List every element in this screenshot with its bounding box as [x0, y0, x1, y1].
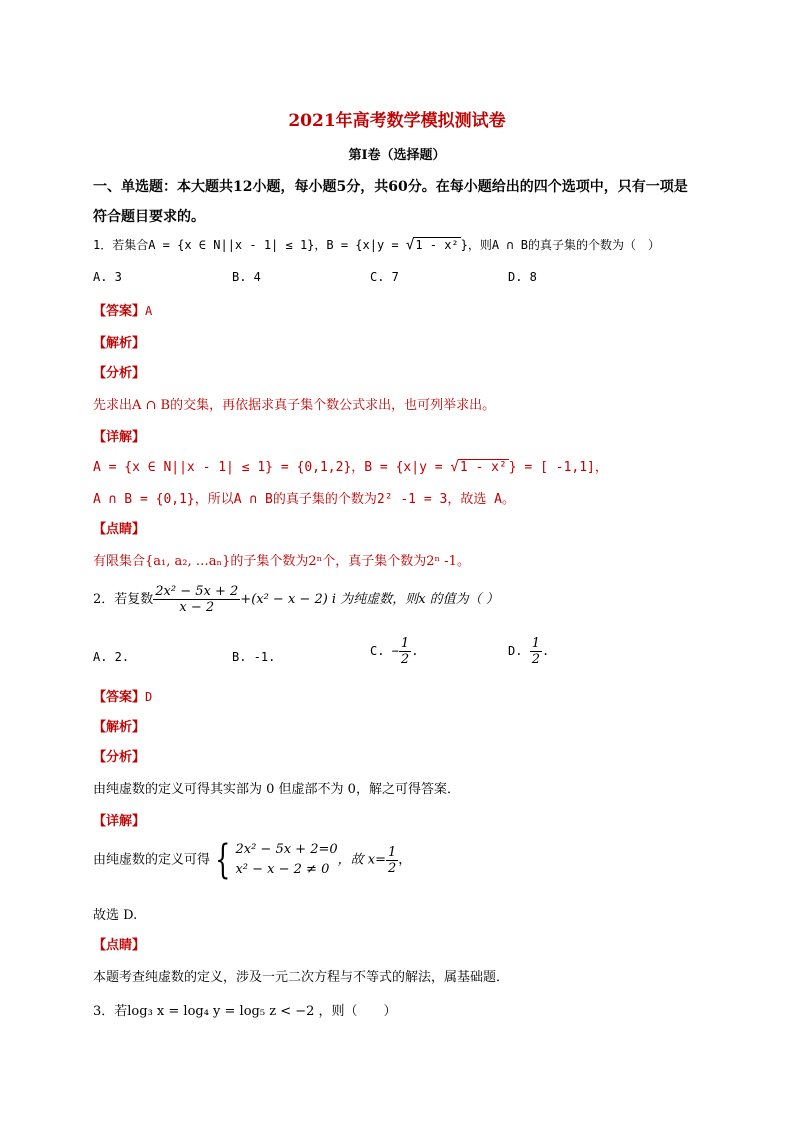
q2-option-d: D. $\frac{1}{2}$ .	[508, 636, 550, 667]
q1-option-b: B. 4	[232, 270, 261, 284]
q1-comment-text: 有限集合{a₁, a₂, …aₙ}的子集个数为2ⁿ个，真子集个数为2ⁿ -1。	[93, 554, 470, 569]
q2-answer-value: D	[145, 690, 153, 704]
q2-detail-tag: 【详解】	[93, 814, 146, 829]
q1-sqrt: 1 - x²	[415, 238, 459, 252]
q1-option-d: D. 8	[508, 270, 537, 284]
q1-answer-value: A	[145, 304, 153, 318]
q2-detail-line: 由纯虚数的定义可得 { 2x² − 5x + 2=0 x² − x − 2 ≠ 0 ，故 x= $\frac{1}{2}$ ，	[93, 837, 412, 883]
q2-option-a: A. 2.	[93, 650, 130, 664]
q2-answer: 【答案】D	[93, 690, 153, 705]
q1-stem-prefix: 1．若集合A = {x ∈ N||x - 1| ≤ 1}，B = {x|y =	[93, 238, 406, 252]
q1-detail-line2: A ∩ B = {0,1}，所以A ∩ B的真子集的个数为2² -1 = 3，故选 A。	[93, 492, 515, 507]
q1-option-a: A. 3	[93, 270, 122, 284]
question-1: 1．若集合A = {x ∈ N||x - 1| ≤ 1}，B = {x|y = √1 - x² }，则A ∩ B的真子集的个数为（ ）	[93, 237, 661, 253]
q2-stem-prefix: 2．若复数	[93, 592, 154, 607]
q2-analysis-tag: 【解析】	[93, 720, 146, 735]
section-heading-line2: 符合题目要求的。	[93, 209, 205, 225]
q2-comment-tag: 【点睛】	[93, 938, 146, 953]
q1-analysis-tag: 【解析】	[93, 336, 146, 351]
q1-stem-suffix: }，则A ∩ B的真子集的个数为（ ）	[460, 238, 661, 252]
page-subtitle: 第Ⅰ卷（选择题）	[348, 148, 446, 163]
q1-detail-tag: 【详解】	[93, 430, 146, 445]
q1-fenxi-tag: 【分析】	[93, 366, 146, 381]
q2-equation-system: 2x² − 5x + 2=0 x² − x − 2 ≠ 0	[235, 842, 338, 877]
q1-option-c: C. 7	[370, 270, 399, 284]
q1-detail-line1: A = {x ∈ N||x - 1| ≤ 1} = {0,1,2}，B = {x|y = √1 - x² } = [ -1,1]，	[93, 459, 608, 475]
q2-fraction: $\frac{\text{2x² − 5x + 2}}{x - 2}$	[155, 584, 239, 615]
page-title: 2021年高考数学模拟测试卷	[288, 111, 506, 131]
q2-option-c: C. − $\frac{1}{2}$ .	[370, 636, 419, 667]
q1-fenxi-text: 先求出A ∩ B的交集，再依据求真子集个数公式求出，也可列举求出。	[93, 398, 496, 413]
question-3: 3．若log₃ x = log₄ y = log₅ z < −2 ，则（ ）	[93, 1004, 397, 1019]
q2-stem-suffix: +(x² − x − 2) i 为纯虚数，则x 的值为（ ）	[240, 592, 499, 607]
q2-fenxi-text: 由纯虚数的定义可得其实部为 0 但虚部不为 0，解之可得答案．	[93, 782, 460, 797]
q1-answer: 【答案】A	[93, 304, 153, 319]
q2-option-b: B. -1.	[232, 650, 276, 664]
question-2	[93, 584, 499, 615]
q1-comment-tag: 【点睛】	[93, 522, 146, 537]
section-heading-line1: 一、单选题：本大题共12小题，每小题5分，共60分。在每小题给出的四个选项中，只有一项是	[93, 179, 688, 195]
q2-conclusion: 故选 D.	[93, 908, 138, 923]
q2-fenxi-tag: 【分析】	[93, 750, 146, 765]
q2-comment-text: 本题考查纯虚数的定义，涉及一元二次方程与不等式的解法，属基础题．	[93, 970, 510, 985]
